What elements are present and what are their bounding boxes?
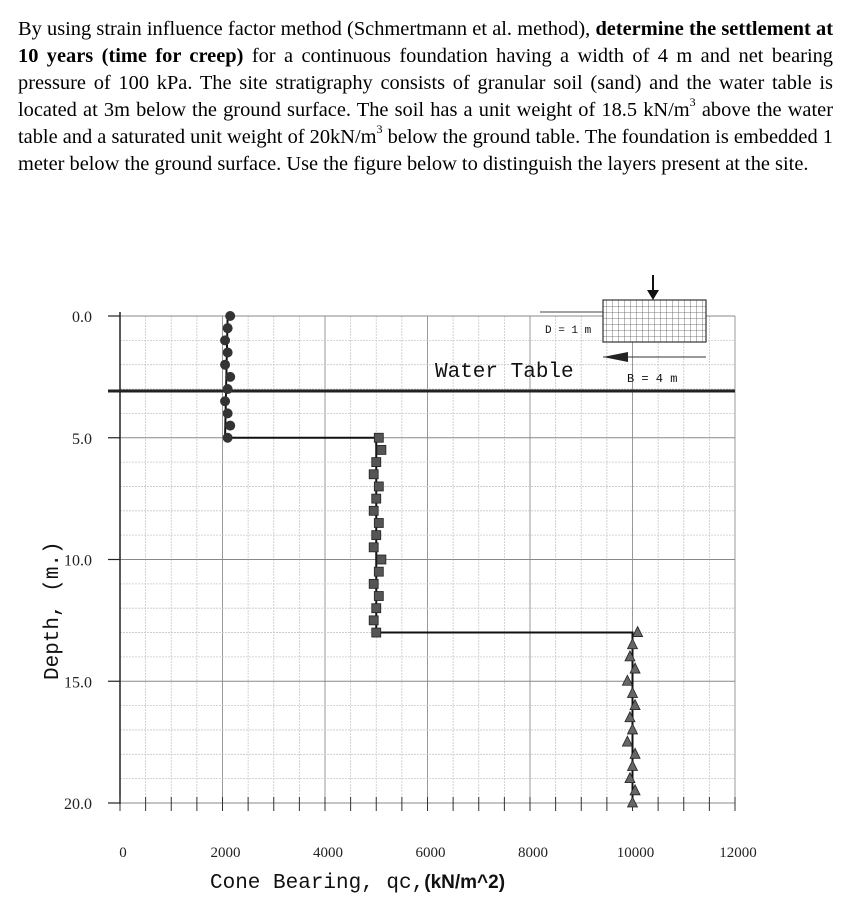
superscript-2: 3 <box>376 122 383 137</box>
data-point-square <box>377 555 386 564</box>
load-arrowhead-icon <box>647 290 659 300</box>
data-point-square <box>372 458 381 467</box>
y-axis-title: Depth, (m.) <box>42 541 65 680</box>
data-point-triangle <box>633 627 643 637</box>
data-point-triangle <box>622 736 632 746</box>
data-point-square <box>369 506 378 515</box>
problem-text-bold: determine the settlement at 10 years (time for creep) <box>18 18 833 67</box>
data-point-square <box>374 433 383 442</box>
data-point-square <box>374 567 383 576</box>
data-point-square <box>372 531 381 540</box>
data-point-triangle <box>628 797 638 807</box>
data-point-circle <box>225 311 235 321</box>
embedment-depth-label: D = 1 m <box>545 325 592 337</box>
data-point-square <box>377 445 386 454</box>
data-point-square <box>374 518 383 527</box>
data-point-circle <box>223 433 233 443</box>
x-tick-label: 0 <box>119 845 127 861</box>
x-tick-label: 4000 <box>313 845 343 861</box>
data-point-square <box>369 579 378 588</box>
problem-text-4: below the ground table. The foundation is embedded 1 meter below the ground surface. Use the figure below to distinguish the layers present at the site. <box>18 126 833 175</box>
x-tick-label: 8000 <box>518 845 548 861</box>
data-point-circle <box>225 372 235 382</box>
y-tick-label: 20.0 <box>64 796 92 813</box>
foundation-width-label: B = 4 m <box>627 372 678 386</box>
x-tick-label: 10000 <box>616 845 655 861</box>
x-axis-title <box>210 872 505 895</box>
superscript-1: 3 <box>689 95 696 110</box>
data-point-square <box>372 628 381 637</box>
data-point-circle <box>220 335 230 345</box>
y-tick-label: 5.0 <box>72 430 92 448</box>
y-tick-label: 0.0 <box>72 309 92 326</box>
x-axis-units: (kN/m^2) <box>424 872 506 893</box>
foundation-footing <box>603 300 706 342</box>
data-point-circle <box>220 360 230 370</box>
data-point-square <box>372 494 381 503</box>
data-point-circle <box>223 408 233 418</box>
data-point-square <box>372 604 381 613</box>
x-tick-label: 12000 <box>719 845 757 861</box>
x-axis-title-text: Cone Bearing, qc, <box>210 872 425 895</box>
data-point-square <box>369 543 378 552</box>
y-tick-label: 10.0 <box>64 552 92 570</box>
data-point-triangle <box>628 639 638 649</box>
data-point-square <box>369 470 378 479</box>
x-tick-label: 6000 <box>415 845 446 861</box>
data-point-square <box>374 592 383 601</box>
data-point-circle <box>223 348 233 358</box>
data-point-circle <box>220 396 230 406</box>
chart-grid <box>120 316 735 803</box>
problem-text-2: for a continuous foundation having a width of 4 m and net bearing pressure of 100 kPa. The site stratigraphy consists of granular soil (sand) and the water table is located at 3m below the ground surface. The soil has a unit weight of 18.5 kN/m <box>18 45 833 121</box>
y-tick-label: 15.0 <box>64 674 92 692</box>
problem-text-1: By using strain influence factor method (Schmertmann et al. method), <box>18 18 596 40</box>
data-point-square <box>369 616 378 625</box>
data-point-circle <box>223 323 233 333</box>
data-point-triangle <box>628 760 638 770</box>
water-table-label: Water Table <box>435 361 574 384</box>
data-point-triangle <box>622 675 632 685</box>
data-point-square <box>374 482 383 491</box>
data-point-circle <box>223 384 233 394</box>
problem-text-3: above the water table and a saturated unit weight of 20kN/m <box>18 99 833 148</box>
data-point-circle <box>225 421 235 431</box>
data-point-triangle <box>628 687 638 697</box>
x-tick-label: 2000 <box>210 845 241 861</box>
data-point-triangle <box>628 724 638 734</box>
